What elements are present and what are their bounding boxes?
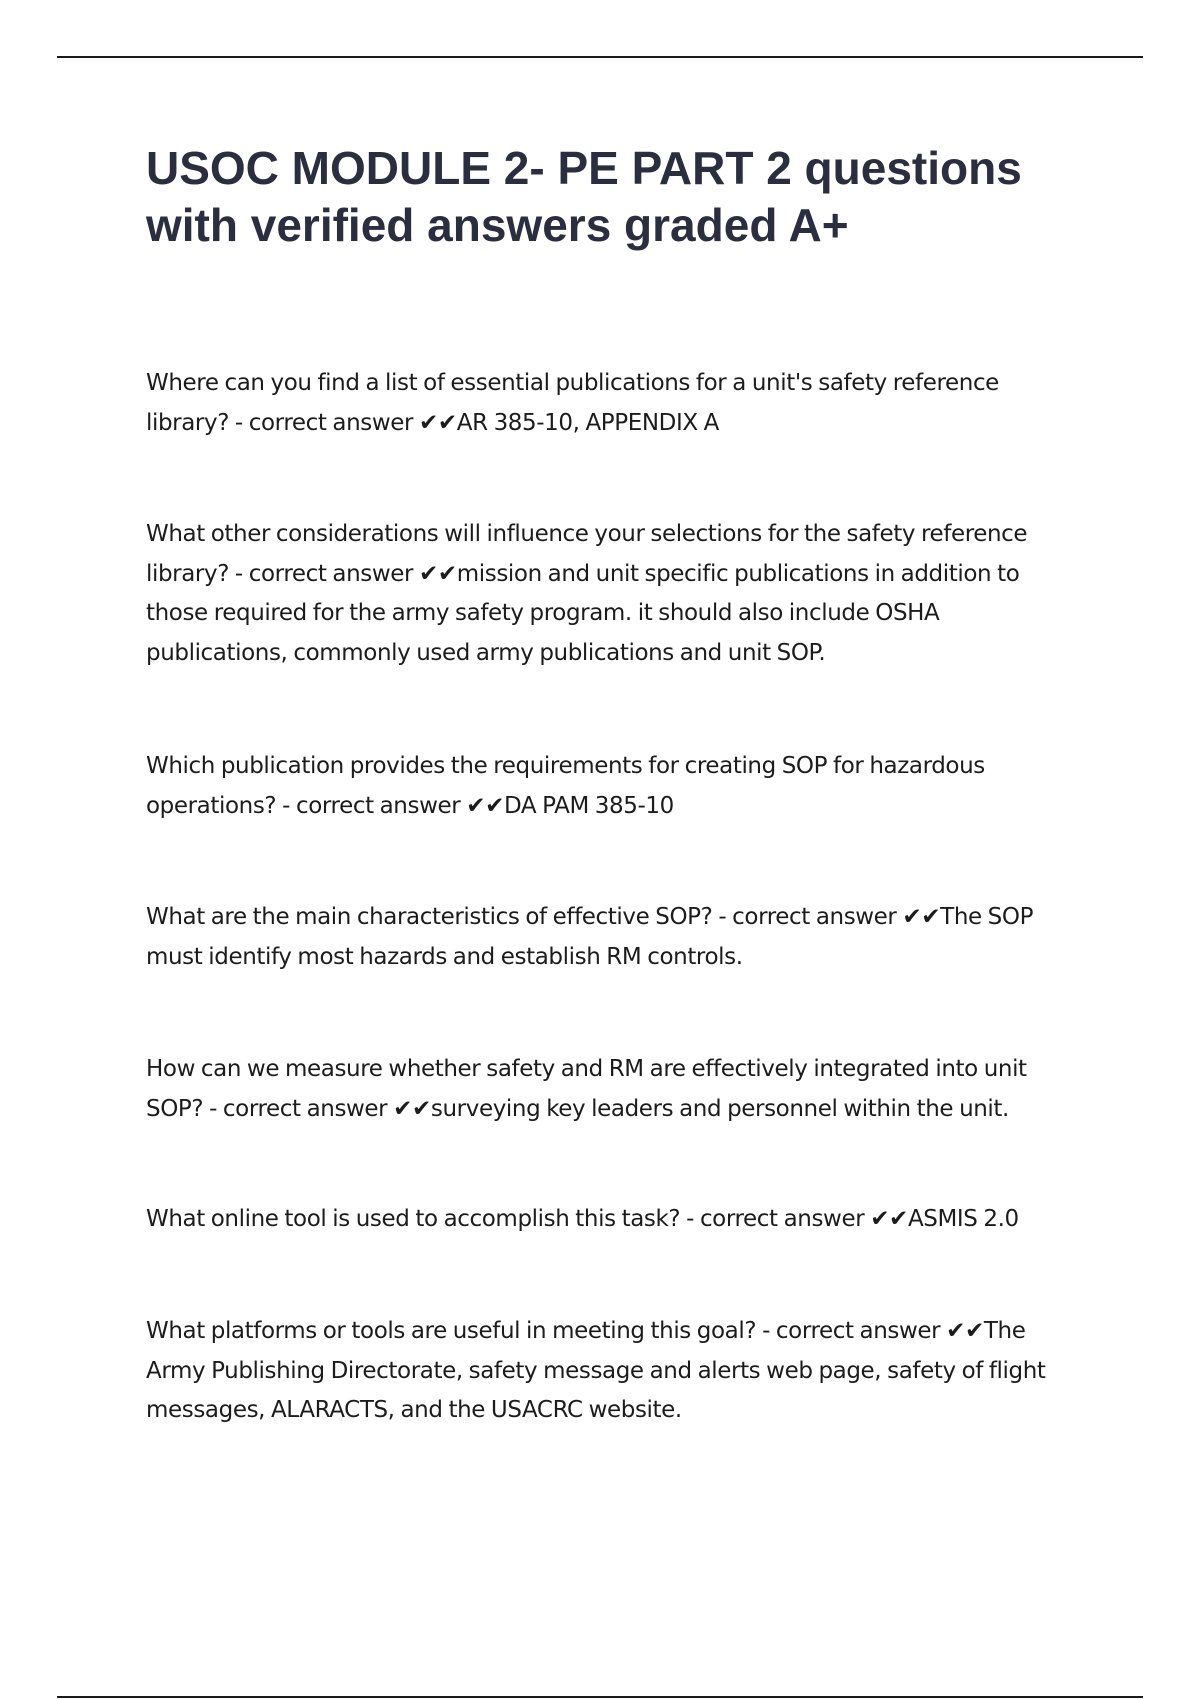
qa-item <box>146 747 1086 826</box>
header-rule <box>57 56 1143 58</box>
answer-text: The Army Publishing Directorate, safety message and alerts web page, safety of flight messages, ALARACTS, and the USACRC website. <box>146 1318 1046 1423</box>
qa-item <box>146 1200 1086 1240</box>
separator: - <box>756 1318 776 1344</box>
qa-item <box>146 898 1086 977</box>
answer-text: AR 385-10, APPENDIX A <box>456 409 719 436</box>
qa-item <box>146 515 1086 673</box>
checkmark-icon: ✔✔ <box>902 904 941 930</box>
page-title: USOC MODULE 2- PE PART 2 questions with verified answers graded A+ <box>146 142 1022 251</box>
answer-label: correct answer <box>248 560 414 587</box>
answer-text: ASMIS 2.0 <box>907 1206 1019 1232</box>
question-text: Which publication provides the requirements for creating SOP for hazardous operations? <box>146 753 985 819</box>
separator: - <box>229 560 249 587</box>
separator: - <box>680 1206 700 1232</box>
answer-text: surveying key leaders and personnel within the unit. <box>430 1095 1009 1122</box>
separator: - <box>229 409 249 436</box>
checkmark-icon: ✔✔ <box>870 1206 908 1232</box>
answer-label: correct answer <box>732 904 897 930</box>
answer-label: correct answer <box>248 409 414 436</box>
answer-label: correct answer <box>775 1318 941 1344</box>
question-text: What other considerations will influence your selections for the safety reference library? <box>146 521 1028 587</box>
answer-label: correct answer <box>295 792 461 819</box>
answer-text: DA PAM 385-10 <box>503 792 674 819</box>
answer-text: mission and unit specific publications in addition to those required for the army safety program. it should also include OSHA publications, commonly used army publications and unit SOP. <box>146 560 1020 666</box>
qa-item <box>146 1312 1086 1431</box>
checkmark-icon: ✔✔ <box>419 560 457 587</box>
answer-label: correct answer <box>699 1206 865 1232</box>
question-text: What are the main characteristics of effective SOP? <box>146 904 713 930</box>
separator: - <box>712 904 733 930</box>
answer-text: The SOP must identify most hazards and establish RM controls. <box>146 904 1034 970</box>
question-text: How can we measure whether safety and RM are effectively integrated into unit SOP? <box>146 1056 1027 1122</box>
question-text: What online tool is used to accomplish this task? <box>146 1206 681 1232</box>
checkmark-icon: ✔✔ <box>419 409 457 436</box>
checkmark-icon: ✔✔ <box>393 1095 431 1122</box>
checkmark-icon: ✔✔ <box>466 792 504 819</box>
qa-item <box>146 364 1086 443</box>
separator: - <box>276 792 296 819</box>
answer-label: correct answer <box>222 1095 388 1122</box>
question-text: What platforms or tools are useful in meeting this goal? <box>146 1318 757 1344</box>
footer-rule <box>57 1696 1143 1698</box>
qa-item <box>146 1050 1086 1129</box>
separator: - <box>203 1095 223 1122</box>
checkmark-icon: ✔✔ <box>946 1318 984 1344</box>
question-text: Where can you find a list of essential publications for a unit's safety reference library? <box>146 370 999 436</box>
